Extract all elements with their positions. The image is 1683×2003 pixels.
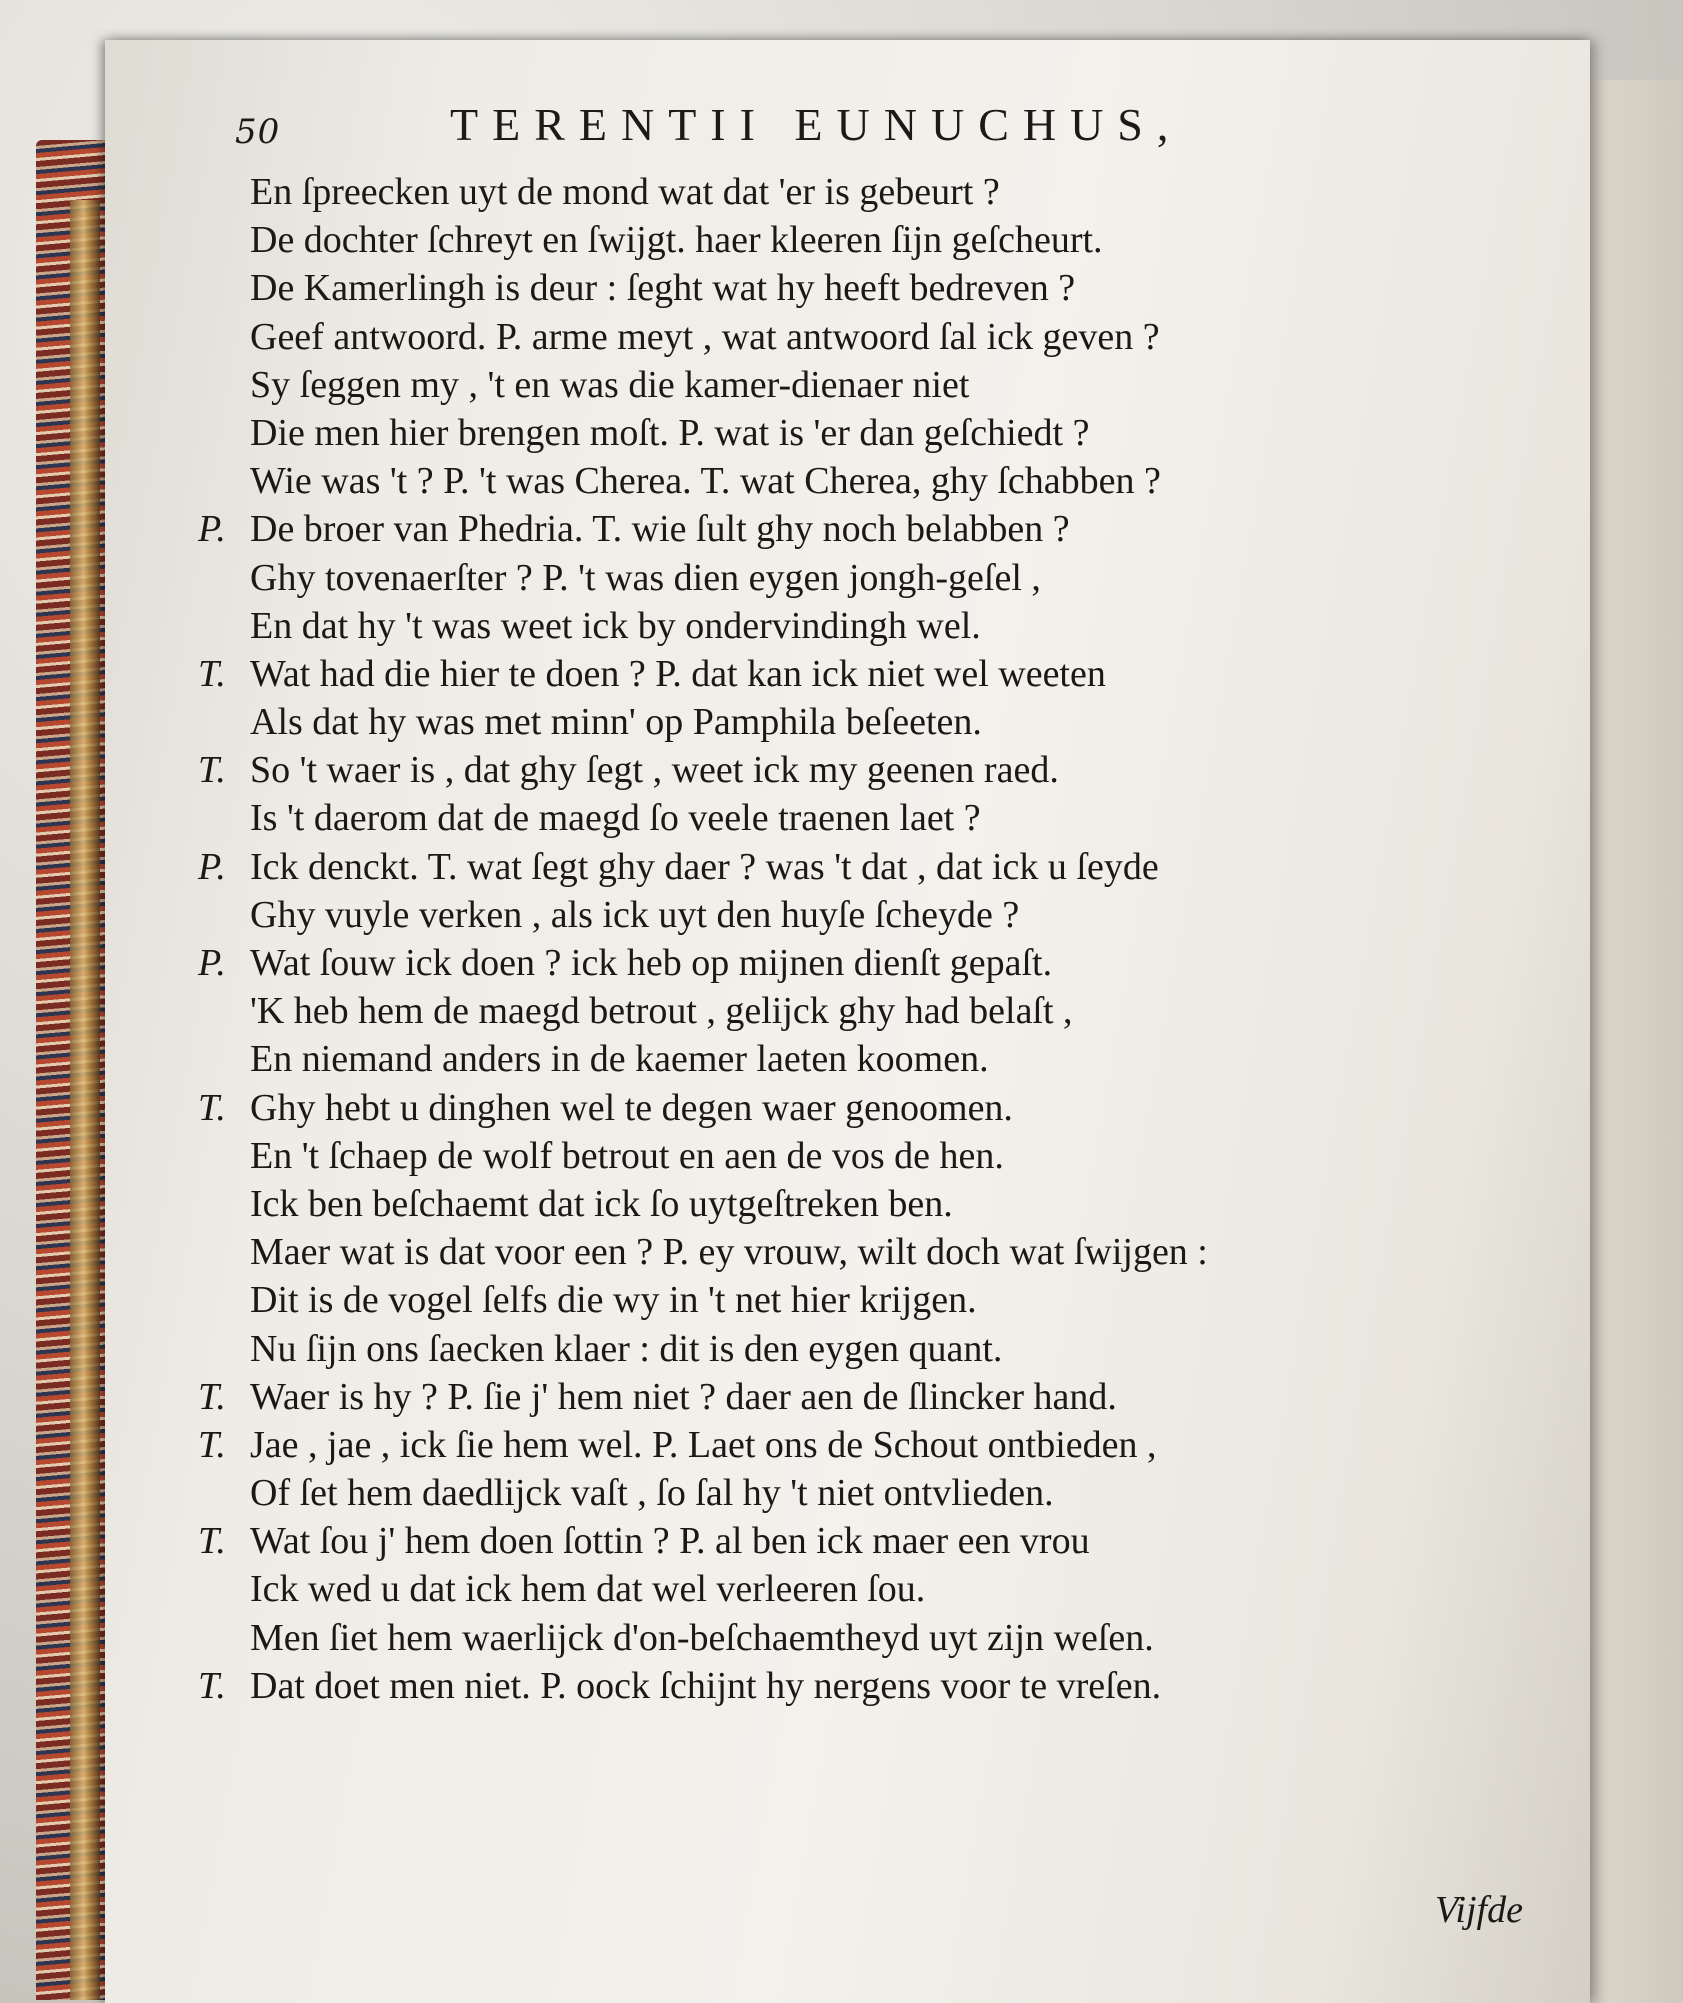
line-text: De Kamerlingh is deur : ſeght wat hy heeft bedreven ? <box>250 267 1076 310</box>
speaker-label: T. <box>198 749 226 792</box>
verse-line <box>198 650 1570 698</box>
verse-line <box>198 746 1570 794</box>
verse-line <box>198 1084 1570 1132</box>
verse-line <box>250 216 1570 264</box>
line-text: Maer wat is dat voor een ? P. ey vrouw, wilt doch wat ſwijgen : <box>250 1231 1208 1274</box>
verse-line <box>250 313 1570 361</box>
speaker-label: T. <box>198 1423 226 1466</box>
line-text: De dochter ſchreyt en ſwijgt. haer kleeren ſijn geſcheurt. <box>250 219 1103 262</box>
verse-line <box>250 1035 1570 1083</box>
page-header <box>235 98 1385 158</box>
verse-line <box>250 409 1570 457</box>
gilt-page-edge <box>70 200 100 2000</box>
verse-line <box>250 698 1570 746</box>
line-text: Ick ben beſchaemt dat ick ſo uytgeſtreken ben. <box>250 1182 953 1225</box>
line-text: Geef antwoord. P. arme meyt , wat antwoord ſal ick geven ? <box>250 315 1160 358</box>
line-text: Is 't daerom dat de maegd ſo veele traenen laet ? <box>250 797 981 840</box>
line-text: Wat ſou j' hem doen ſottin ? P. al ben ick maer een vrou <box>250 1520 1090 1563</box>
speaker-label: T. <box>198 652 226 695</box>
speaker-label: T. <box>198 1664 226 1707</box>
line-text: En dat hy 't was weet ick by ondervindingh wel. <box>250 604 981 647</box>
verse-line <box>198 1373 1570 1421</box>
line-text: Die men hier brengen moſt. P. wat is 'er dan geſchiedt ? <box>250 411 1090 454</box>
line-text: En ſpreecken uyt de mond wat dat 'er is gebeurt ? <box>250 171 1000 213</box>
verse-line <box>250 1469 1570 1517</box>
verse-line <box>250 168 1570 216</box>
line-text: Waer is hy ? P. ſie j' hem niet ? daer aen de ſlincker hand. <box>250 1375 1117 1418</box>
verse-line <box>198 1421 1570 1469</box>
speaker-label: P. <box>198 845 226 888</box>
line-text: En 't ſchaep de wolf betrout en aen de vos de hen. <box>250 1134 1004 1177</box>
verse-line <box>250 1614 1570 1662</box>
verse-line <box>250 554 1570 602</box>
line-text: Dat doet men niet. P. oock ſchijnt hy nergens voor te vreſen. <box>250 1664 1162 1707</box>
line-text: Ghy hebt u dinghen wel te degen waer genoomen. <box>250 1086 1013 1129</box>
speaker-label: T. <box>198 1375 226 1418</box>
line-text: Wie was 't ? P. 't was Cherea. T. wat Cherea, ghy ſchabben ? <box>250 460 1161 503</box>
line-text: Wat had die hier te doen ? P. dat kan ick niet wel weeten <box>250 652 1106 695</box>
verse-line <box>250 1228 1570 1276</box>
verse-line <box>198 843 1570 891</box>
line-text: 'K heb hem de maegd betrout , gelijck ghy had belaſt , <box>250 990 1073 1033</box>
line-text: Jae , jae , ick ſie hem wel. P. Laet ons de Schout ontbieden , <box>250 1423 1157 1466</box>
verse-line <box>198 939 1570 987</box>
verse-line <box>250 1276 1570 1324</box>
line-text: Ghy vuyle verken , als ick uyt den huyſe ſcheyde ? <box>250 893 1020 936</box>
line-text: Als dat hy was met minn' op Pamphila beſeeten. <box>250 701 982 744</box>
verse-line <box>198 1662 1570 1710</box>
verse-line <box>250 1325 1570 1373</box>
running-title: TERENTII EUNUCHUS, <box>450 99 1183 150</box>
verse-line <box>250 602 1570 650</box>
speaker-label: P. <box>198 508 226 551</box>
verse-line <box>198 505 1570 553</box>
line-text: Men ſiet hem waerlijck d'on-beſchaemtheyd uyt zijn weſen. <box>250 1616 1154 1659</box>
line-text: En niemand anders in de kaemer laeten koomen. <box>250 1038 989 1081</box>
line-text: Ick denckt. T. wat ſegt ghy daer ? was 't dat , dat ick u ſeyde <box>250 845 1159 888</box>
verse-line <box>250 1565 1570 1613</box>
verse-line <box>250 457 1570 505</box>
line-text: Dit is de vogel ſelfs die wy in 't net hier krijgen. <box>250 1279 977 1322</box>
speaker-label: P. <box>198 942 226 984</box>
page-number: 50 <box>235 112 281 152</box>
line-text: Of ſet hem daedlijck vaſt , ſo ſal hy 't niet ontvlieden. <box>250 1472 1054 1515</box>
catchword: Vijfde <box>1435 1889 1523 1931</box>
line-text: So 't waer is , dat ghy ſegt , weet ick my geenen raed. <box>250 749 1059 792</box>
speaker-label: T. <box>198 1520 226 1563</box>
verse-line <box>250 264 1570 312</box>
line-text: Nu ſijn ons ſaecken klaer : dit is den eygen quant. <box>250 1327 1003 1370</box>
verse-line <box>250 361 1570 409</box>
verse-line <box>250 1180 1570 1228</box>
verse-line <box>250 891 1570 939</box>
line-text: Ick wed u dat ick hem dat wel verleeren ſou. <box>250 1568 926 1611</box>
line-text: Wat ſouw ick doen ? ick heb op mijnen dienſt gepaſt. <box>250 942 1053 984</box>
line-text: Sy ſeggen my , 't en was die kamer-dienaer niet <box>250 363 970 406</box>
verse-line <box>198 1517 1570 1565</box>
verse-line <box>250 794 1570 842</box>
verse-line <box>250 987 1570 1035</box>
line-text: De broer van Phedria. T. wie ſult ghy noch belabben ? <box>250 508 1070 551</box>
line-text: Ghy tovenaerſter ? P. 't was dien eygen jongh-geſel , <box>250 556 1041 599</box>
verse-line <box>250 1132 1570 1180</box>
speaker-label: T. <box>198 1086 226 1129</box>
verse-text <box>198 168 1570 1710</box>
